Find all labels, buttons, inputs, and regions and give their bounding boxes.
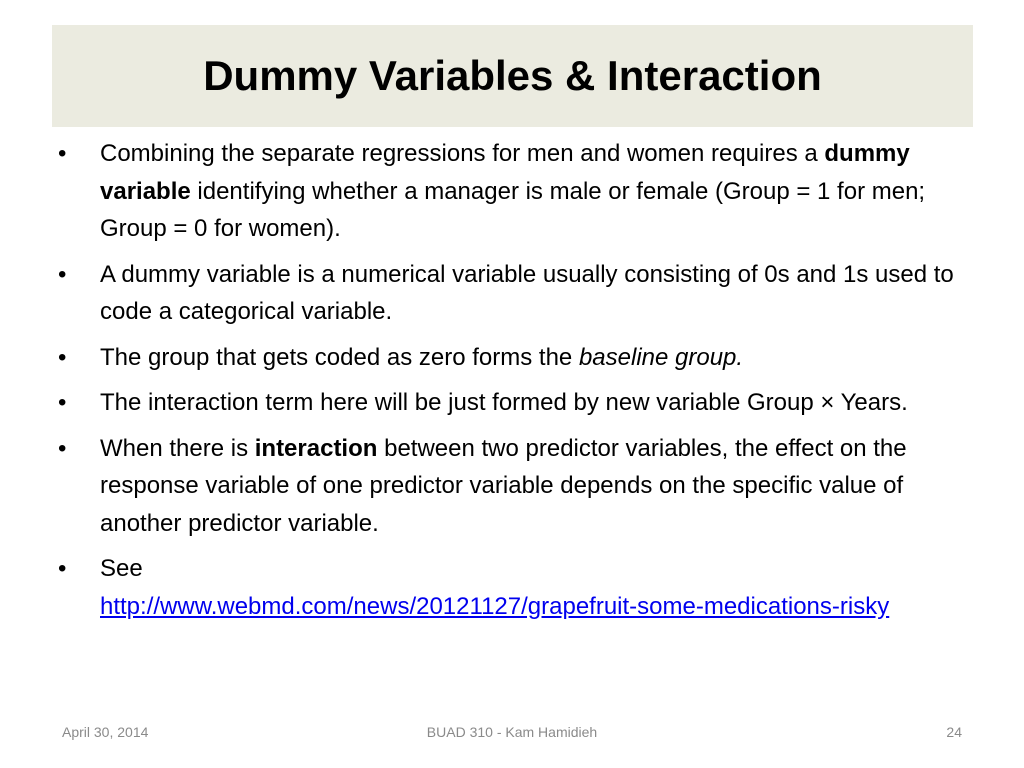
bullet-icon: • — [58, 260, 67, 288]
bullet-text: When there is — [100, 434, 255, 462]
slide-title: Dummy Variables & Interaction — [203, 52, 822, 99]
title-band — [52, 25, 973, 127]
bullet-item — [58, 550, 958, 625]
bullet-item — [58, 135, 958, 248]
bullet-text: between two predictor variables, the effect on the response variable of one predictor variable depends on the specific value of another predictor variable. — [100, 434, 907, 537]
bullet-bold-term: interaction — [254, 434, 378, 462]
footer-page-number: 24 — [946, 724, 962, 740]
bullet-text: The group that gets coded as zero forms the — [100, 343, 579, 371]
bullet-list — [58, 135, 958, 625]
slide-content — [58, 135, 958, 633]
bullet-icon: • — [58, 140, 67, 167]
bullet-text: Combining the separate regressions for men and women requires a — [100, 140, 825, 167]
bullet-icon: • — [58, 555, 67, 582]
bullet-text: identifying whether a manager is male or female (Group = 1 for men; Group = 0 for women). — [100, 177, 926, 242]
bullet-italic-term: baseline group. — [578, 343, 744, 371]
bullet-item — [58, 430, 958, 543]
bullet-text: See — [100, 555, 143, 582]
bullet-bold-term: dummy variable — [100, 140, 910, 205]
bullet-item — [58, 384, 958, 422]
footer-date: April 30, 2014 — [62, 724, 149, 740]
bullet-icon: • — [58, 343, 67, 371]
bullet-item — [58, 339, 958, 377]
footer-course: BUAD 310 - Kam Hamidieh — [426, 724, 598, 740]
bullet-item — [58, 256, 958, 331]
bullet-text: A dummy variable is a numerical variable usually consisting of 0s and 1s used to code a categorical variable. — [100, 260, 954, 325]
bullet-text: The interaction term here will be just formed by new variable Group × Years. — [100, 389, 908, 416]
bullet-icon: • — [58, 389, 67, 416]
webmd-link[interactable]: http://www.webmd.com/news/20121127/grapefruit-some-medications-risky — [100, 592, 890, 620]
bullet-icon: • — [58, 434, 67, 462]
